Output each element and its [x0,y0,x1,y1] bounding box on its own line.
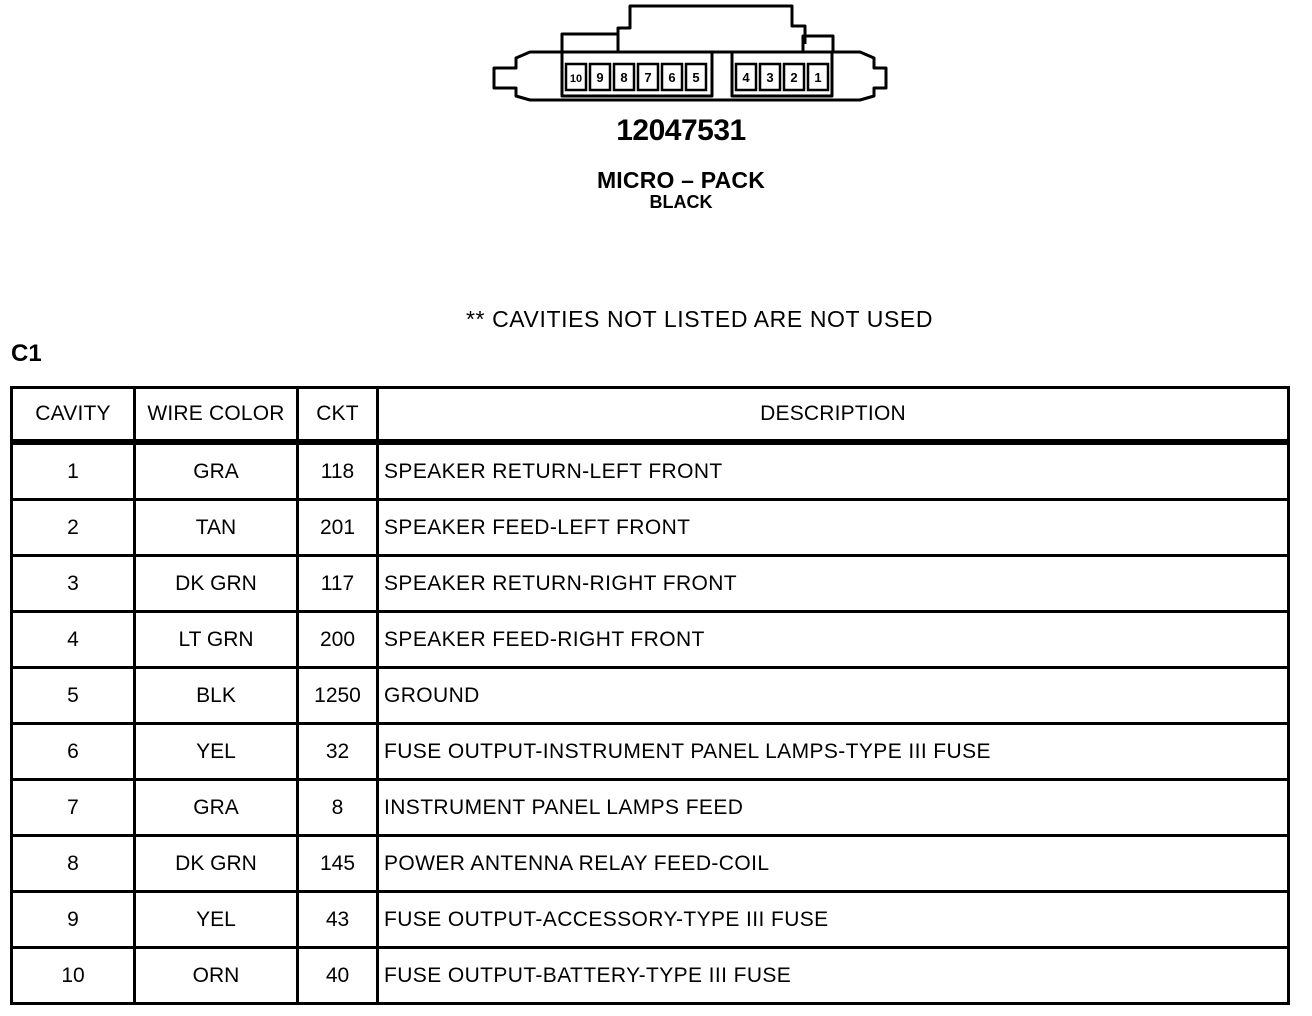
cell-wire-color: GRA [135,780,298,836]
unused-cavities-note: ** CAVITIES NOT LISTED ARE NOT USED [466,306,934,332]
header-row [12,388,1289,443]
cell-wire-color: DK GRN [135,556,298,612]
cell-ckt: 118 [298,442,378,500]
cell-wire-color: TAN [135,500,298,556]
cavity-number: 5 [692,70,700,85]
cell-description: POWER ANTENNA RELAY FEED-COIL [378,836,1289,892]
cell-cavity: 2 [12,500,135,556]
cavity-number: 9 [596,70,604,85]
table-row [12,668,1289,724]
cavity-cells [566,64,828,90]
part-number: 12047531 [616,114,746,147]
cell-ckt: 40 [298,948,378,1004]
cell-wire-color: BLK [135,668,298,724]
cell-ckt: 145 [298,836,378,892]
cell-description: SPEAKER FEED-RIGHT FRONT [378,612,1289,668]
cell-description: SPEAKER RETURN-LEFT FRONT [378,442,1289,500]
cell-cavity: 1 [12,442,135,500]
cell-description: INSTRUMENT PANEL LAMPS FEED [378,780,1289,836]
cavity-number: 6 [668,70,676,85]
table-row [12,836,1289,892]
table-row [12,780,1289,836]
connector-color: BLACK [649,192,713,212]
cell-cavity: 7 [12,780,135,836]
cavity-number: 8 [620,70,628,85]
cavity-number: 4 [742,70,750,85]
cell-ckt: 201 [298,500,378,556]
cell-cavity: 3 [12,556,135,612]
table-row [12,948,1289,1004]
cavity-number: 2 [790,70,798,85]
cell-description: SPEAKER RETURN-RIGHT FRONT [378,556,1289,612]
table-row [12,556,1289,612]
cell-description: FUSE OUTPUT-INSTRUMENT PANEL LAMPS-TYPE III FUSE [378,724,1289,780]
cell-ckt: 1250 [298,668,378,724]
cavity-number: 10 [569,73,583,85]
cell-wire-color: LT GRN [135,612,298,668]
connector-left-tab [562,34,618,52]
header-description: DESCRIPTION [378,388,1289,443]
cell-description: FUSE OUTPUT-ACCESSORY-TYPE III FUSE [378,892,1289,948]
cell-ckt: 117 [298,556,378,612]
cell-wire-color: DK GRN [135,836,298,892]
connector-latch [618,6,805,44]
header-cavity: CAVITY [12,388,135,443]
connector-id: C1 [11,340,42,367]
table-row [12,500,1289,556]
cell-cavity: 8 [12,836,135,892]
cavity-number: 1 [814,70,822,85]
connector-type: MICRO – PACK [596,167,766,193]
cell-cavity: 6 [12,724,135,780]
cavity-number: 3 [766,70,774,85]
cell-wire-color: YEL [135,892,298,948]
cell-cavity: 9 [12,892,135,948]
pinout-table [10,386,1290,1005]
cell-ckt: 32 [298,724,378,780]
cell-description: GROUND [378,668,1289,724]
table-row [12,612,1289,668]
cell-ckt: 43 [298,892,378,948]
cell-cavity: 4 [12,612,135,668]
table-row [12,724,1289,780]
connector-right-tab [803,36,833,52]
header-ckt: CKT [298,388,378,443]
cell-cavity: 5 [12,668,135,724]
cell-cavity: 10 [12,948,135,1004]
connector-diagram [480,0,900,112]
cavity-number: 7 [644,70,652,85]
table-row [12,442,1289,500]
cell-description: FUSE OUTPUT-BATTERY-TYPE III FUSE [378,948,1289,1004]
header-wire-color: WIRE COLOR [135,388,298,443]
table-row [12,892,1289,948]
cell-wire-color: GRA [135,442,298,500]
cell-wire-color: ORN [135,948,298,1004]
cell-ckt: 8 [298,780,378,836]
cell-ckt: 200 [298,612,378,668]
cell-description: SPEAKER FEED-LEFT FRONT [378,500,1289,556]
cell-wire-color: YEL [135,724,298,780]
